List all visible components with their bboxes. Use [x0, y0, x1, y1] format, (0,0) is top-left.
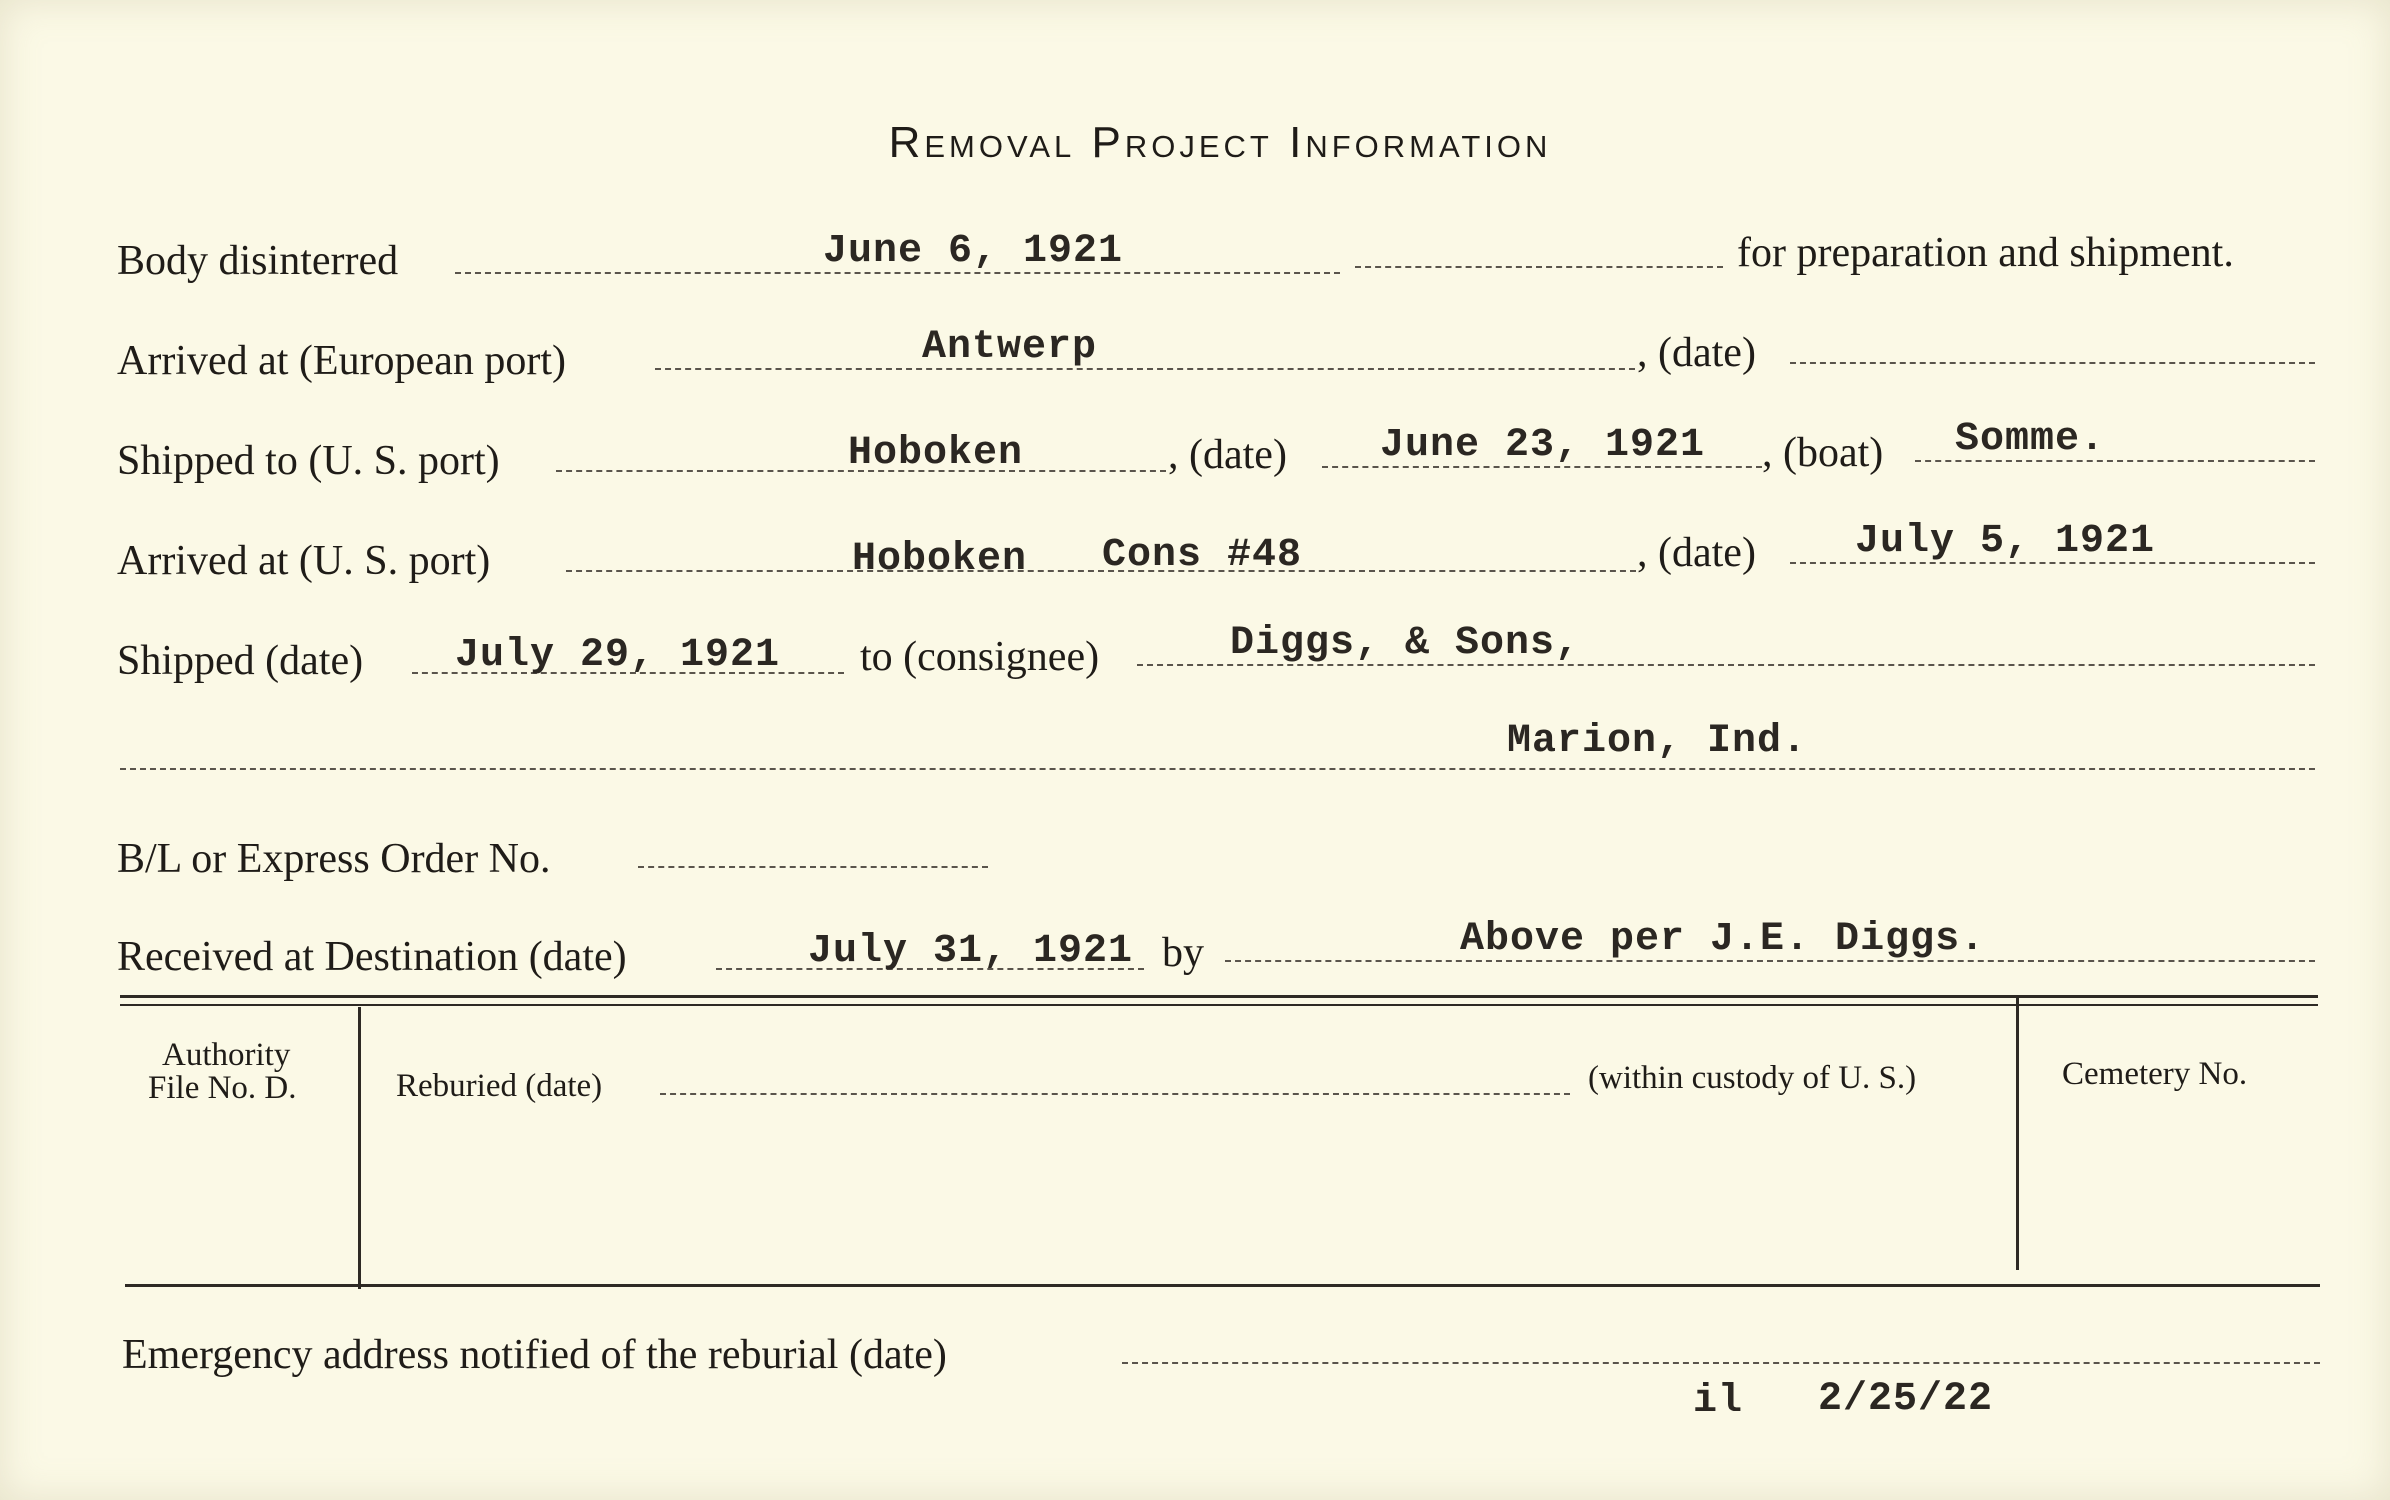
bl-line — [638, 866, 988, 868]
arrived-european-date-line — [1790, 362, 2315, 364]
disinterred-suffix: for preparation and shipment. — [1737, 230, 2234, 276]
shipped-date-label: Shipped (date) — [117, 638, 364, 684]
disinterred-label: Body disinterred — [117, 238, 399, 284]
arrived-european-date-label: , (date) — [1637, 330, 1756, 376]
reburied-line — [660, 1093, 1570, 1095]
bottom-rule — [125, 1284, 2320, 1287]
shipped-us-port: Hoboken — [848, 431, 1024, 476]
shipped-us-label: Shipped to (U. S. port) — [117, 438, 500, 484]
arrived-us-date-label: , (date) — [1637, 530, 1756, 576]
disinterred-date: June 6, 1921 — [823, 229, 1124, 274]
cemetery-label: Cemetery No. — [2062, 1056, 2248, 1092]
consignee-name: Diggs, & Sons, — [1230, 621, 1581, 666]
card-title: Removal Project Information — [888, 118, 1552, 167]
disinterred-line-2 — [1355, 266, 1723, 268]
arrived-us-date: July 5, 1921 — [1855, 519, 2156, 564]
received-by: Above per J.E. Diggs. — [1460, 917, 1986, 962]
shipped-date: July 29, 1921 — [455, 633, 781, 678]
arrived-european-port: Antwerp — [922, 325, 1098, 370]
consignee-city: Marion, Ind. — [1507, 719, 1808, 764]
column-divider-left — [358, 1007, 361, 1289]
footer-initials: il — [1693, 1379, 1744, 1424]
shipped-us-date: June 23, 1921 — [1380, 423, 1706, 468]
received-label: Received at Destination (date) — [117, 934, 627, 980]
arrived-us-port: Hoboken — [852, 537, 1028, 582]
column-divider-right — [2016, 998, 2019, 1270]
authority-label-2: File No. D. — [148, 1070, 297, 1106]
arrived-european-line — [655, 368, 1635, 370]
footer-date: 2/25/22 — [1818, 1377, 1994, 1422]
authority-label-1: Authority — [162, 1037, 291, 1073]
arrived-us-line — [566, 570, 1636, 572]
reburied-label: Reburied (date) — [396, 1068, 603, 1104]
shipped-us-boat-label: , (boat) — [1762, 430, 1884, 476]
emergency-line — [1122, 1362, 2320, 1364]
consignee-label: to (consignee) — [860, 634, 1100, 680]
consignee-line-2 — [120, 768, 2315, 770]
received-by-label: by — [1162, 930, 1204, 976]
shipped-us-boat: Somme. — [1955, 417, 2106, 462]
top-rule — [120, 995, 2318, 998]
received-date: July 31, 1921 — [808, 929, 1134, 974]
arrived-us-consignment: Cons #48 — [1102, 533, 1303, 578]
bl-label: B/L or Express Order No. — [117, 836, 551, 882]
top-rule-thin — [120, 1004, 2318, 1006]
custody-label: (within custody of U. S.) — [1588, 1060, 1917, 1096]
arrived-us-label: Arrived at (U. S. port) — [117, 538, 491, 584]
shipped-us-date-label: , (date) — [1168, 432, 1287, 478]
arrived-european-label: Arrived at (European port) — [117, 338, 566, 384]
emergency-label: Emergency address notified of the reburial (date) — [122, 1332, 947, 1378]
